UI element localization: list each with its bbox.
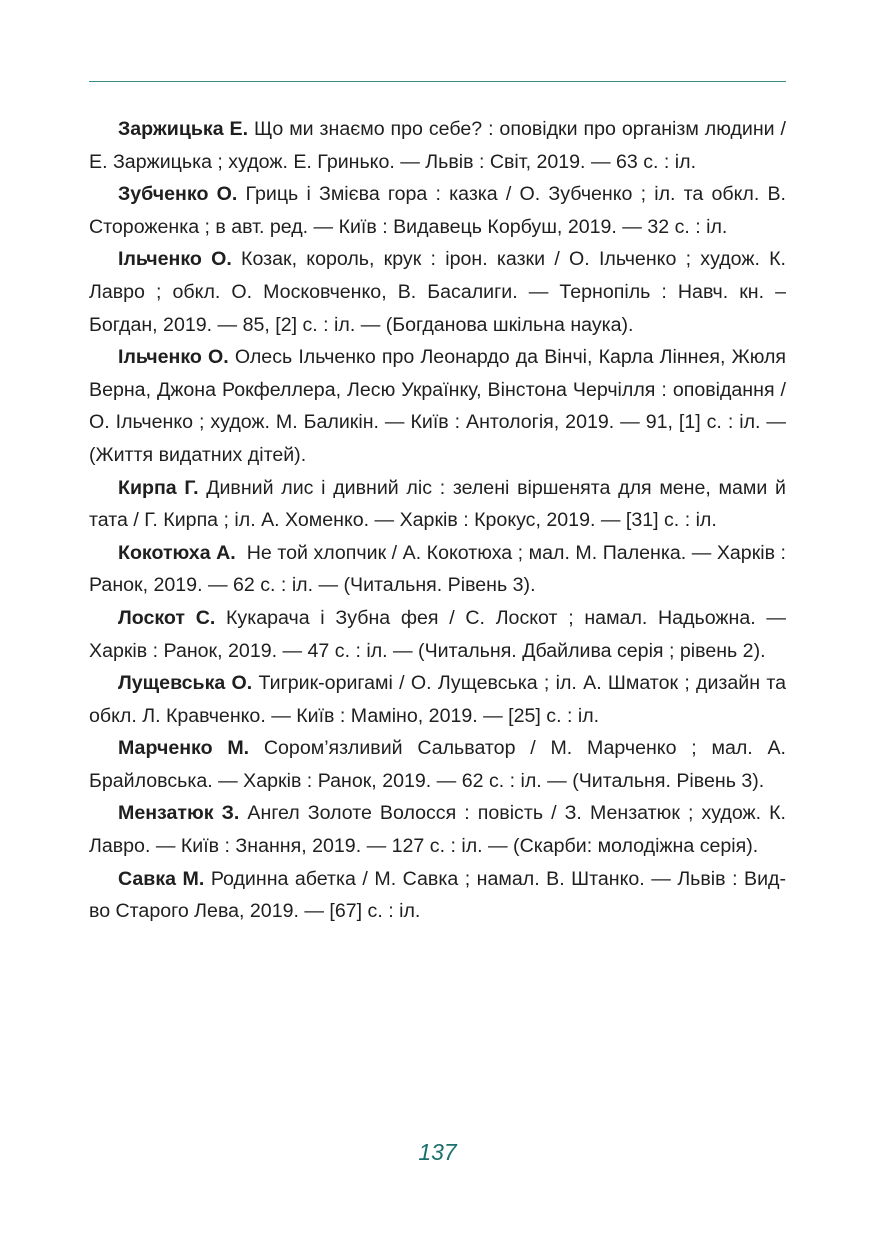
entry-description: Сором’язливий Сальватор / М. Марченко ; мал. А. Брайловська. — Харків : Ранок, 2019. — 62 с. : іл. — (Читальня. Рівень 3). bbox=[89, 737, 787, 792]
bibliography-entry bbox=[89, 243, 786, 341]
entry-description: Родинна абетка / М. Савка ; намал. В. Штанко. — Львів : Вид-во Старого Лева, 2019. — [67] с. : іл. bbox=[89, 867, 786, 923]
entry-author: Мензатюк З. bbox=[118, 802, 240, 825]
header-rule bbox=[89, 81, 786, 82]
entry-author: Ільченко О. bbox=[118, 248, 232, 271]
bibliography-entry bbox=[89, 602, 786, 667]
entry-author: Кирпа Г. bbox=[118, 476, 199, 499]
bibliography-list bbox=[89, 113, 792, 928]
entry-description: Що ми знаємо про себе? : оповідки про організм людини / Е. Заржицька ; худож. Е. Гринько. — Львів : Світ, 2019. — 63 с. : іл. bbox=[89, 118, 786, 173]
bibliography-entry bbox=[89, 472, 786, 537]
bibliography-entry bbox=[89, 537, 792, 602]
entry-description: Не той хлопчик / А. Кокотюха ; мал. М. Паленка. — Харків : Ранок, 2019. — 62 с. : іл. — (Читальня. Рівень 3). bbox=[89, 541, 792, 597]
entry-description: Козак, король, крук : ірон. казки / О. Ільченко ; худож. К. Лавро ; обкл. О. Московченко, В. Басалиги. — Тернопіль : Навч. кн. – Богдан, 2019. — 85, [2] с. : іл. — (Богданова шкільна наука). bbox=[89, 248, 787, 336]
bibliography-entry bbox=[89, 667, 786, 732]
entry-description: Тигрик-оригамі / О. Лущевська ; іл. А. Шматок ; дизайн та обкл. Л. Кравченко. — Київ : Маміно, 2019. — [25] с. : іл. bbox=[89, 672, 787, 727]
entry-author: Марченко М. bbox=[118, 737, 250, 760]
bibliography-entry bbox=[89, 797, 786, 862]
entry-author: Зубченко О. bbox=[118, 183, 238, 206]
entry-description: Олесь Ільченко про Леонардо да Вінчі, Карла Ліннея, Жюля Верна, Джона Рокфеллера, Лесю Українку, Вінстона Черчілля : оповідання / О. Ільченко ; худож. М. Баликін. — Київ : Антологія, 2019. — 91, [1] с. : іл. — (Життя видатних дітей). bbox=[89, 346, 786, 466]
entry-author: Лоскот С. bbox=[118, 606, 216, 629]
entry-author: Ільченко О. bbox=[118, 346, 229, 369]
entry-description: Кукарача і Зубна фея / С. Лоскот ; намал. Надьожна. — Харків : Ранок, 2019. — 47 с. : іл. — (Читальня. Дбайлива серія ; рівень 2). bbox=[89, 606, 786, 662]
entry-description: Ангел Золоте Волосся : повість / З. Мензатюк ; худож. К. Лавро. — Київ : Знання, 2019. — 127 с. : іл. — (Скарби: молодіжна серія). bbox=[89, 802, 786, 858]
entry-description: Гриць і Змієва гора : казка / О. Зубченко ; іл. та обкл. В. Стороженка ; в авт. ред. — Київ : Видавець Корбуш, 2019. — 32 с. : іл. bbox=[89, 183, 786, 238]
page-number: 137 bbox=[418, 1139, 457, 1165]
entry-author: Кокотюха А. bbox=[118, 541, 236, 564]
entry-author: Заржицька Е. bbox=[118, 118, 249, 140]
entry-description: Дивний лис і дивний ліс : зелені віршенята для мене, мами й тата / Г. Кирпа ; іл. А. Хоменко. — Харків : Крокус, 2019. — [31] с. : іл. bbox=[89, 476, 786, 532]
bibliography-entry bbox=[89, 863, 786, 928]
bibliography-entry bbox=[89, 732, 786, 797]
entry-author: Лущевська О. bbox=[118, 672, 253, 695]
entry-author: Савка М. bbox=[118, 867, 205, 890]
bibliography-entry bbox=[89, 341, 786, 471]
bibliography-entry bbox=[89, 178, 786, 243]
bibliography-entry bbox=[89, 113, 786, 178]
